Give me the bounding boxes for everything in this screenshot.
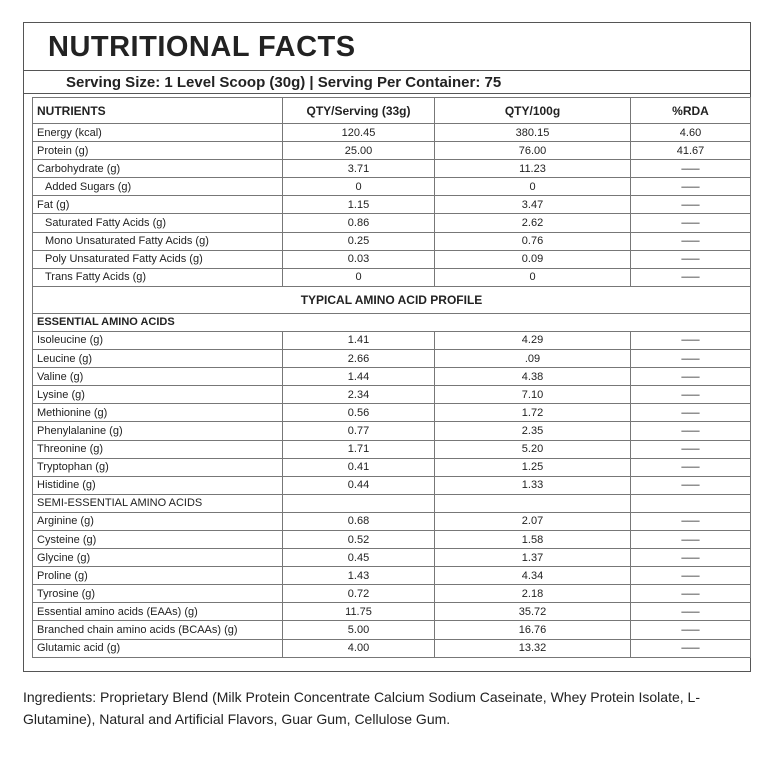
table-row <box>33 567 751 585</box>
amino-profile-title: TYPICAL AMINO ACID PROFILE <box>33 286 751 313</box>
essential-section-title: ESSENTIAL AMINO ACIDS <box>33 313 751 331</box>
rda-value: ––– <box>631 440 751 458</box>
rda-value: ––– <box>631 350 751 368</box>
essential-section-row <box>33 313 751 331</box>
qty-100g: 1.37 <box>435 549 631 567</box>
header-nutrients: NUTRIENTS <box>33 98 283 124</box>
qty-100g: 2.62 <box>435 214 631 232</box>
nutrient-name: Fat (g) <box>33 196 283 214</box>
qty-serving: 120.45 <box>283 124 435 142</box>
qty-100g: 0.09 <box>435 250 631 268</box>
table-row <box>33 404 751 422</box>
qty-serving: 0.72 <box>283 585 435 603</box>
qty-100g: 2.18 <box>435 585 631 603</box>
table-row <box>33 214 751 232</box>
qty-100g: 2.35 <box>435 422 631 440</box>
rda-value: ––– <box>631 214 751 232</box>
nutrient-name: Histidine (g) <box>33 476 283 494</box>
qty-100g: 4.34 <box>435 567 631 585</box>
nutrient-name: Proline (g) <box>33 567 283 585</box>
qty-serving: 0.56 <box>283 404 435 422</box>
table-row <box>33 142 751 160</box>
nutrient-name: Methionine (g) <box>33 404 283 422</box>
qty-serving: 0.77 <box>283 422 435 440</box>
qty-serving: 1.71 <box>283 440 435 458</box>
qty-100g: 1.58 <box>435 530 631 548</box>
nutrients-body <box>33 124 751 287</box>
rda-value: ––– <box>631 549 751 567</box>
semi-section-title: SEMI-ESSENTIAL AMINO ACIDS <box>33 494 283 512</box>
panel-title: NUTRITIONAL FACTS <box>48 31 356 63</box>
nutrient-name: Isoleucine (g) <box>33 331 283 349</box>
nutrient-name: Trans Fatty Acids (g) <box>33 268 283 286</box>
nutrient-name: Leucine (g) <box>33 350 283 368</box>
nutrient-name: Energy (kcal) <box>33 124 283 142</box>
qty-100g: 4.29 <box>435 331 631 349</box>
qty-100g: 2.07 <box>435 512 631 530</box>
qty-100g: 0 <box>435 268 631 286</box>
nutrient-name: Carbohydrate (g) <box>33 160 283 178</box>
rda-value: ––– <box>631 160 751 178</box>
rda-value: ––– <box>631 386 751 404</box>
nutrient-name: Protein (g) <box>33 142 283 160</box>
nutrient-name: Threonine (g) <box>33 440 283 458</box>
table-row <box>33 178 751 196</box>
rda-value: ––– <box>631 232 751 250</box>
header-rda: %RDA <box>631 98 751 124</box>
rda-value: ––– <box>631 422 751 440</box>
qty-serving: 1.43 <box>283 567 435 585</box>
table-row <box>33 368 751 386</box>
header-qty-100g: QTY/100g <box>435 98 631 124</box>
qty-100g: 11.23 <box>435 160 631 178</box>
qty-serving: 0.45 <box>283 549 435 567</box>
nutrient-name: Arginine (g) <box>33 512 283 530</box>
qty-100g: 76.00 <box>435 142 631 160</box>
table-row <box>33 603 751 621</box>
qty-100g: 0.76 <box>435 232 631 250</box>
nutrient-name: Lysine (g) <box>33 386 283 404</box>
table-row <box>33 386 751 404</box>
table-row <box>33 549 751 567</box>
qty-100g: 35.72 <box>435 603 631 621</box>
nutrient-name: Added Sugars (g) <box>33 178 283 196</box>
qty-100g: 1.33 <box>435 476 631 494</box>
qty-100g: 13.32 <box>435 639 631 657</box>
table-row <box>33 331 751 349</box>
table-header-row <box>33 98 751 124</box>
nutrient-name: Mono Unsaturated Fatty Acids (g) <box>33 232 283 250</box>
qty-serving: 5.00 <box>283 621 435 639</box>
table-row <box>33 232 751 250</box>
rda-value: ––– <box>631 530 751 548</box>
table-row <box>33 585 751 603</box>
rda-value: ––– <box>631 458 751 476</box>
rda-value: ––– <box>631 512 751 530</box>
table-row <box>33 422 751 440</box>
rda-value: ––– <box>631 404 751 422</box>
qty-serving: 0.25 <box>283 232 435 250</box>
header-qty-serving: QTY/Serving (33g) <box>283 98 435 124</box>
rda-value: ––– <box>631 567 751 585</box>
qty-serving: 0.86 <box>283 214 435 232</box>
qty-serving: 0.41 <box>283 458 435 476</box>
nutrient-name: Tyrosine (g) <box>33 585 283 603</box>
qty-serving: 1.41 <box>283 331 435 349</box>
rda-value: ––– <box>631 178 751 196</box>
rda-value: ––– <box>631 268 751 286</box>
qty-serving: 3.71 <box>283 160 435 178</box>
table-row <box>33 160 751 178</box>
qty-100g: 16.76 <box>435 621 631 639</box>
qty-serving: 2.66 <box>283 350 435 368</box>
table-row <box>33 639 751 657</box>
table-row <box>33 440 751 458</box>
qty-100g: .09 <box>435 350 631 368</box>
table-row <box>33 268 751 286</box>
table-row <box>33 124 751 142</box>
nutrient-name: Glycine (g) <box>33 549 283 567</box>
essential-body <box>33 331 751 494</box>
qty-serving: 11.75 <box>283 603 435 621</box>
qty-100g: 7.10 <box>435 386 631 404</box>
qty-serving: 0.52 <box>283 530 435 548</box>
semi-body <box>33 512 751 657</box>
rda-value: ––– <box>631 196 751 214</box>
qty-100g: 0 <box>435 178 631 196</box>
rda-value: 4.60 <box>631 124 751 142</box>
nutrient-name: Branched chain amino acids (BCAAs) (g) <box>33 621 283 639</box>
qty-serving: 1.44 <box>283 368 435 386</box>
qty-100g: 3.47 <box>435 196 631 214</box>
nutrient-name: Valine (g) <box>33 368 283 386</box>
qty-100g: 1.25 <box>435 458 631 476</box>
table-row <box>33 350 751 368</box>
rda-value: ––– <box>631 250 751 268</box>
nutrition-panel <box>23 22 751 672</box>
qty-100g: 1.72 <box>435 404 631 422</box>
table-row <box>33 458 751 476</box>
nutrient-name: Cysteine (g) <box>33 530 283 548</box>
semi-section-row <box>33 494 751 512</box>
nutrient-name: Phenylalanine (g) <box>33 422 283 440</box>
nutrient-name: Glutamic acid (g) <box>33 639 283 657</box>
qty-serving: 1.15 <box>283 196 435 214</box>
qty-serving: 0.68 <box>283 512 435 530</box>
table-row <box>33 196 751 214</box>
table-row <box>33 512 751 530</box>
qty-serving: 0 <box>283 268 435 286</box>
amino-profile-row <box>33 286 751 313</box>
table-row <box>33 476 751 494</box>
serving-info: Serving Size: 1 Level Scoop (30g) | Serving Per Container: 75 <box>24 70 750 94</box>
nutrient-name: Essential amino acids (EAAs) (g) <box>33 603 283 621</box>
nutrient-name: Tryptophan (g) <box>33 458 283 476</box>
table-row <box>33 530 751 548</box>
table-row <box>33 621 751 639</box>
qty-100g: 380.15 <box>435 124 631 142</box>
nutrition-table <box>32 97 751 658</box>
qty-serving: 0 <box>283 178 435 196</box>
ingredients-text: Ingredients: Proprietary Blend (Milk Protein Concentrate Calcium Sodium Caseinate, Whey Protein Isolate, L-Glutamine), Natural and Artificial Flavors, Guar Gum, Cellulose Gum. <box>23 689 700 727</box>
qty-100g: 4.38 <box>435 368 631 386</box>
table-row <box>33 250 751 268</box>
qty-serving: 25.00 <box>283 142 435 160</box>
qty-serving: 0.03 <box>283 250 435 268</box>
rda-value: ––– <box>631 621 751 639</box>
qty-serving: 0.44 <box>283 476 435 494</box>
rda-value: ––– <box>631 639 751 657</box>
qty-serving: 4.00 <box>283 639 435 657</box>
qty-100g: 5.20 <box>435 440 631 458</box>
rda-value: ––– <box>631 585 751 603</box>
nutrient-name: Saturated Fatty Acids (g) <box>33 214 283 232</box>
rda-value: 41.67 <box>631 142 751 160</box>
rda-value: ––– <box>631 331 751 349</box>
rda-value: ––– <box>631 603 751 621</box>
qty-serving: 2.34 <box>283 386 435 404</box>
rda-value: ––– <box>631 476 751 494</box>
nutrient-name: Poly Unsaturated Fatty Acids (g) <box>33 250 283 268</box>
rda-value: ––– <box>631 368 751 386</box>
